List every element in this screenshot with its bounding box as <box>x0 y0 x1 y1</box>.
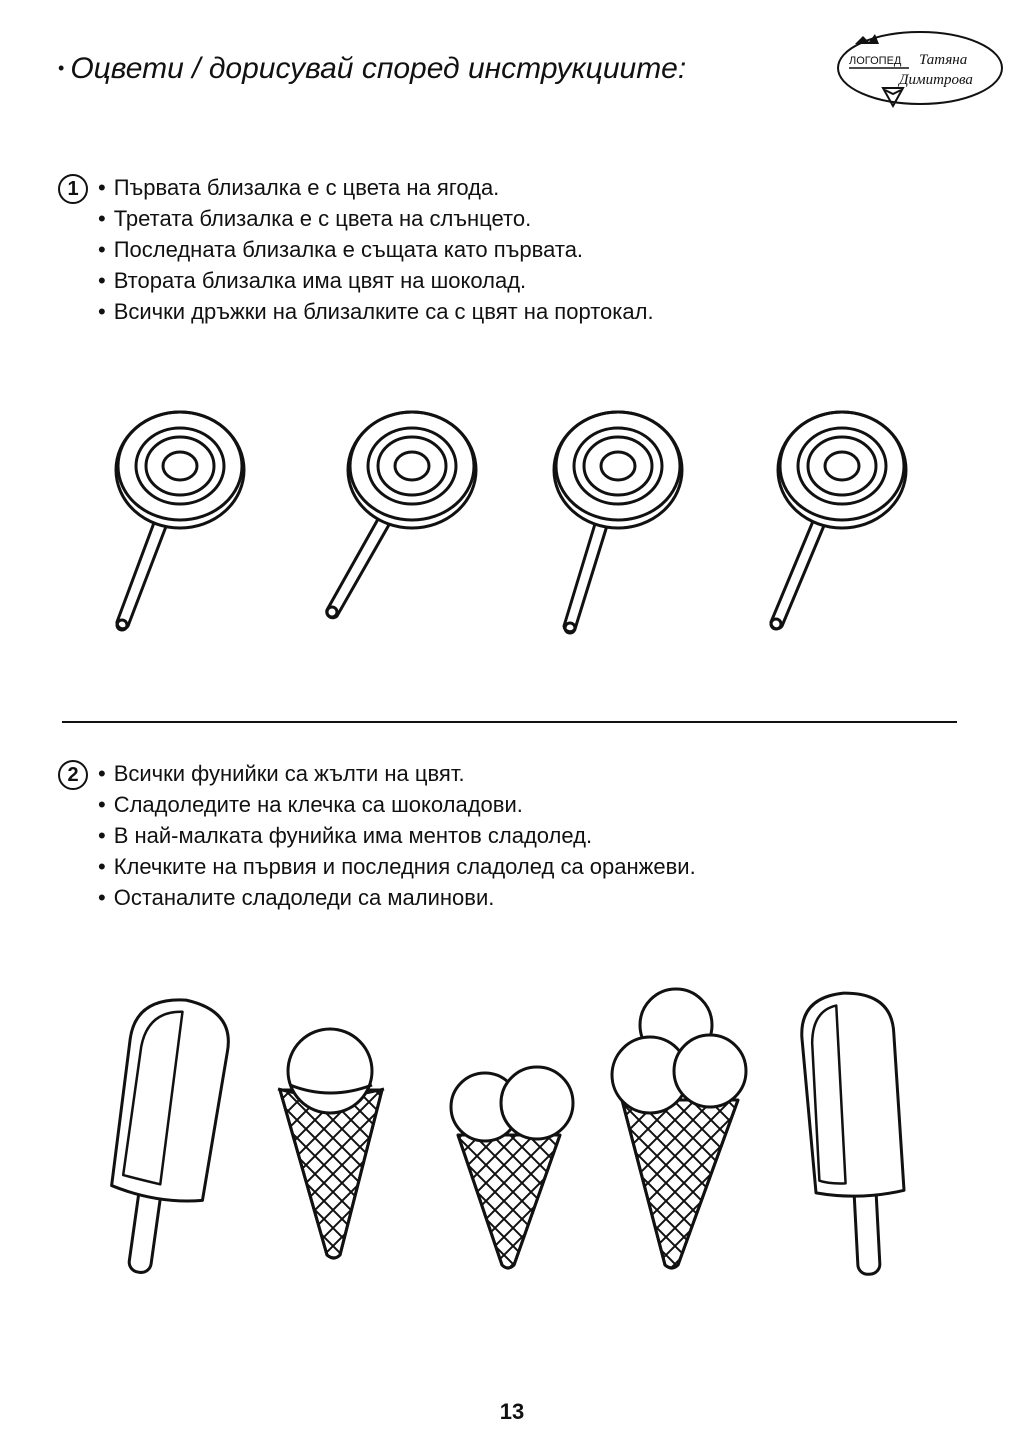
title-bullet: • <box>58 58 65 78</box>
instruction-item: • Втората близалка има цвят на шоколад. <box>98 265 654 296</box>
instruction-item: • Всички дръжки на близалките са с цвят на портокал. <box>98 296 654 327</box>
lollipop-1 <box>116 412 244 630</box>
instruction-item: • Първата близалка е с цвета на ягода. <box>98 172 654 203</box>
logo <box>835 28 1005 108</box>
instruction-item: • Клечките на първия и последния сладолед са оранжеви. <box>98 851 696 882</box>
instruction-item: • Всички фунийки са жълти на цвят. <box>98 758 696 789</box>
title-text: Оцвети / дорисувай според инструкциите: <box>70 52 687 85</box>
lollipops-illustration <box>100 400 940 650</box>
section-1 <box>58 172 958 332</box>
lollipop-3 <box>554 412 682 633</box>
worksheet-title <box>58 52 686 86</box>
instruction-item: • Останалите сладоледи са малинови. <box>98 882 696 913</box>
instruction-item: • Сладоледите на клечка са шоколадови. <box>98 789 696 820</box>
popsicle-2 <box>800 991 909 1278</box>
ice-cream-cone-2 <box>451 1067 573 1268</box>
ice-cream-cone-1 <box>278 1029 384 1258</box>
popsicle-1 <box>98 993 234 1280</box>
instruction-item: • Последната близалка е същата като първата. <box>98 234 654 265</box>
section-number-2: 2 <box>58 760 88 790</box>
lollipop-4 <box>771 412 906 629</box>
instructions-list-2 <box>98 758 696 913</box>
instructions-list-1 <box>98 172 654 327</box>
instruction-item: • Третата близалка е с цвета на слънцето. <box>98 203 654 234</box>
ice-cream-cone-3 <box>612 989 746 1268</box>
logo-mark-icon <box>855 34 879 44</box>
logo-text-1: ЛОГОПЕД <box>849 55 902 67</box>
section-number-1: 1 <box>58 174 88 204</box>
instruction-item: • В най-малката фунийка има ментов сладолед. <box>98 820 696 851</box>
page-number: 13 <box>499 1399 525 1424</box>
section-divider <box>62 721 957 723</box>
logo-text-3: Димитрова <box>899 72 973 88</box>
ice-creams-illustration <box>90 985 930 1285</box>
logo-text-2: Татяна <box>919 52 968 68</box>
section-2 <box>58 758 958 918</box>
lollipop-2 <box>327 412 476 618</box>
